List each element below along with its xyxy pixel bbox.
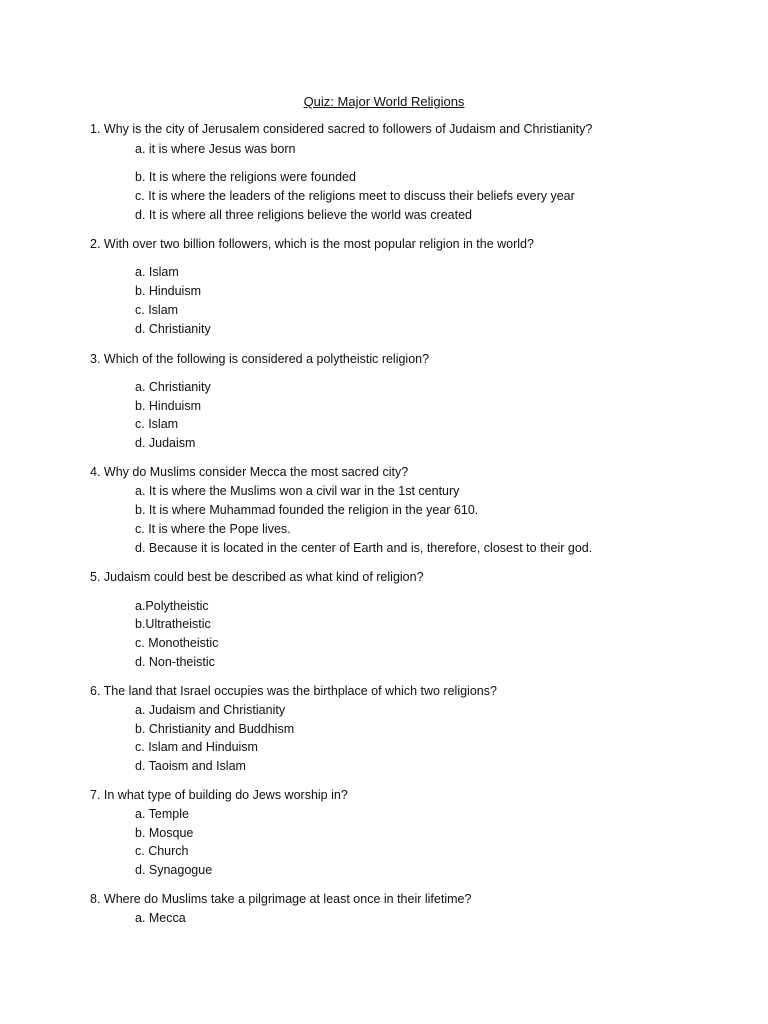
question-7: 7. In what type of building do Jews worship in? <box>90 788 348 802</box>
question-8-option-a: a. Mecca <box>135 911 186 925</box>
question-4: 4. Why do Muslims consider Mecca the most sacred city? <box>90 465 409 479</box>
question-4-option-c: c. It is where the Pope lives. <box>135 522 291 536</box>
question-5-option-d: d. Non-theistic <box>135 655 215 669</box>
question-3-option-d: d. Judaism <box>135 436 196 450</box>
question-7-option-b: b. Mosque <box>135 826 194 840</box>
question-2-option-b: b. Hinduism <box>135 284 201 298</box>
question-6: 6. The land that Israel occupies was the birthplace of which two religions? <box>90 684 497 698</box>
question-1-option-c: c. It is where the leaders of the religions meet to discuss their beliefs every year <box>135 189 575 203</box>
question-6-option-a: a. Judaism and Christianity <box>135 703 286 717</box>
question-1-option-d: d. It is where all three religions believe the world was created <box>135 208 472 222</box>
question-3-option-b: b. Hinduism <box>135 399 201 413</box>
question-5-option-b: b.Ultratheistic <box>135 617 211 631</box>
question-4-option-b: b. It is where Muhammad founded the religion in the year 610. <box>135 503 479 517</box>
quiz-title: Quiz: Major World Religions <box>303 94 465 109</box>
question-4-option-a: a. It is where the Muslims won a civil war in the 1st century <box>135 484 460 498</box>
question-3-option-a: a. Christianity <box>135 380 211 394</box>
question-2-option-a: a. Islam <box>135 265 179 279</box>
question-2: 2. With over two billion followers, which is the most popular religion in the world? <box>90 237 534 251</box>
question-1-option-a: a. it is where Jesus was born <box>135 142 296 156</box>
question-4-option-d: d. Because it is located in the center of Earth and is, therefore, closest to their god. <box>135 541 593 555</box>
question-8: 8. Where do Muslims take a pilgrimage at least once in their lifetime? <box>90 892 472 906</box>
question-6-option-d: d. Taoism and Islam <box>135 759 246 773</box>
question-3: 3. Which of the following is considered a polytheistic religion? <box>90 352 430 366</box>
question-7-option-d: d. Synagogue <box>135 863 213 877</box>
question-5-option-c: c. Monotheistic <box>135 636 219 650</box>
question-3-option-c: c. Islam <box>135 417 179 431</box>
question-6-option-b: b. Christianity and Buddhism <box>135 722 295 736</box>
question-1: 1. Why is the city of Jerusalem considered sacred to followers of Judaism and Christianity? <box>90 122 593 136</box>
question-5-option-a: a.Polytheistic <box>135 599 209 613</box>
question-5: 5. Judaism could best be described as what kind of religion? <box>90 570 424 584</box>
question-2-option-d: d. Christianity <box>135 322 211 336</box>
question-1-option-b: b. It is where the religions were founded <box>135 170 356 184</box>
question-2-option-c: c. Islam <box>135 303 179 317</box>
question-6-option-c: c. Islam and Hinduism <box>135 740 258 754</box>
question-7-option-a: a. Temple <box>135 807 189 821</box>
question-7-option-c: c. Church <box>135 844 189 858</box>
